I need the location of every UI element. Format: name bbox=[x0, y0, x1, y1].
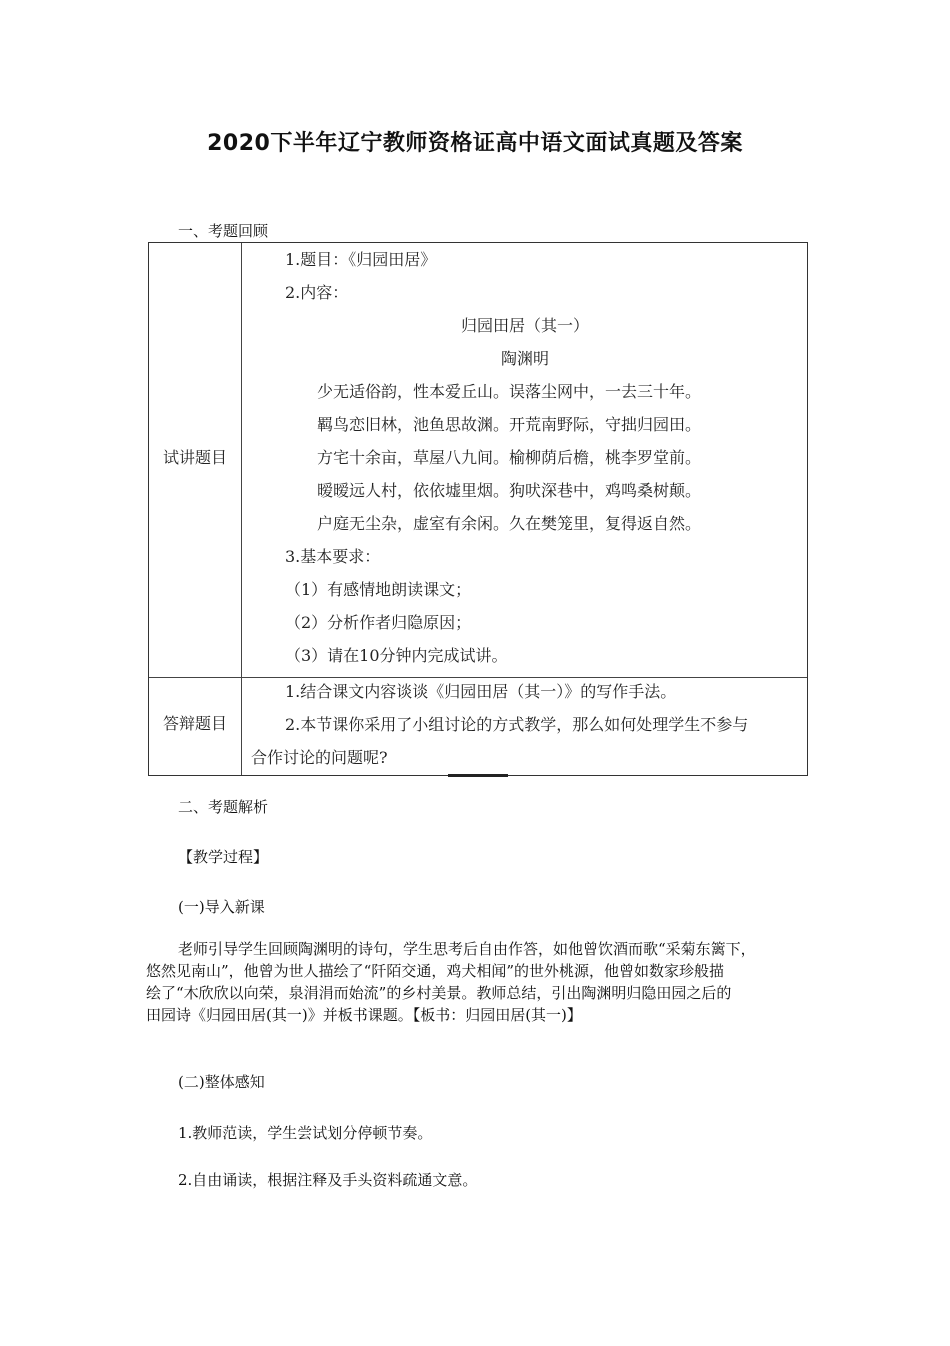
row-label-lecture: 试讲题目 bbox=[162, 448, 227, 467]
defense-question-1: 1.结合课文内容谈谈《归园田居（其一）》的写作手法。 bbox=[285, 682, 677, 701]
paragraph-line: 绘了“木欣欣以向荣，泉涓涓而始流”的乡村美景。教师总结，引出陶渊明归隐田园之后的 bbox=[146, 984, 732, 1002]
document-title: 2020下半年辽宁教师资格证高中语文面试真题及答案 bbox=[207, 131, 743, 156]
row-label-defense: 答辩题目 bbox=[162, 714, 227, 733]
requirement-item: （1）有感情地朗读课文； bbox=[285, 580, 472, 599]
exam-table bbox=[148, 242, 808, 776]
step2-item-1: 1.教师范读，学生尝试划分停顿节奏。 bbox=[178, 1124, 433, 1142]
poem-line: 羁鸟恋旧林，池鱼思故渊。开荒南野际，守拙归园田。 bbox=[317, 415, 702, 434]
section2-heading: 二、考题解析 bbox=[178, 798, 269, 816]
defense-question-2: 2.本节课你采用了小组讨论的方式教学，那么如何处理学生不参与 bbox=[285, 715, 749, 734]
table-row-divider bbox=[149, 677, 807, 678]
teaching-process-heading: 【教学过程】 bbox=[178, 848, 269, 866]
step1-paragraph bbox=[146, 938, 810, 1026]
table-bottom-mark bbox=[448, 774, 508, 777]
poem-line: 方宅十余亩，草屋八九间。榆柳荫后檐，桃李罗堂前。 bbox=[317, 448, 702, 467]
poem-line: 少无适俗韵，性本爱丘山。误落尘网中，一去三十年。 bbox=[317, 382, 702, 401]
paragraph-line: 老师引导学生回顾陶渊明的诗句，学生思考后自由作答，如他曾饮酒而歌“采菊东篱下， bbox=[178, 940, 756, 958]
paragraph-line: 悠然见南山”，他曾为世人描绘了“阡陌交通，鸡犬相闻”的世外桃源，他曾如数家珍般描 bbox=[146, 962, 725, 980]
requirement-item: （2）分析作者归隐原因； bbox=[285, 613, 472, 632]
step2-heading: (二)整体感知 bbox=[178, 1073, 265, 1091]
defense-question-2-cont: 合作讨论的问题呢? bbox=[251, 748, 388, 767]
poem-line: 户庭无尘杂，虚室有余闲。久在樊笼里，复得返自然。 bbox=[317, 514, 702, 533]
requirements-label: 3.基本要求： bbox=[285, 547, 381, 566]
step1-heading: (一)导入新课 bbox=[178, 898, 265, 916]
lecture-topic: 1.题目：《归园田居》 bbox=[285, 250, 437, 269]
requirement-item: （3）请在10分钟内完成试讲。 bbox=[285, 646, 508, 665]
poem-author: 陶渊明 bbox=[500, 349, 549, 368]
content-label: 2.内容： bbox=[285, 283, 349, 302]
poem-title: 归园田居（其一） bbox=[460, 316, 589, 335]
section1-heading: 一、考题回顾 bbox=[178, 222, 269, 240]
step2-item-2: 2.自由诵读，根据注释及手头资料疏通文意。 bbox=[178, 1171, 478, 1189]
paragraph-line: 田园诗《归园田居(其一)》并板书课题。【板书：归园田居(其一)】 bbox=[146, 1006, 582, 1024]
poem-line: 暧暧远人村，依依墟里烟。狗吠深巷中，鸡鸣桑树颠。 bbox=[317, 481, 702, 500]
